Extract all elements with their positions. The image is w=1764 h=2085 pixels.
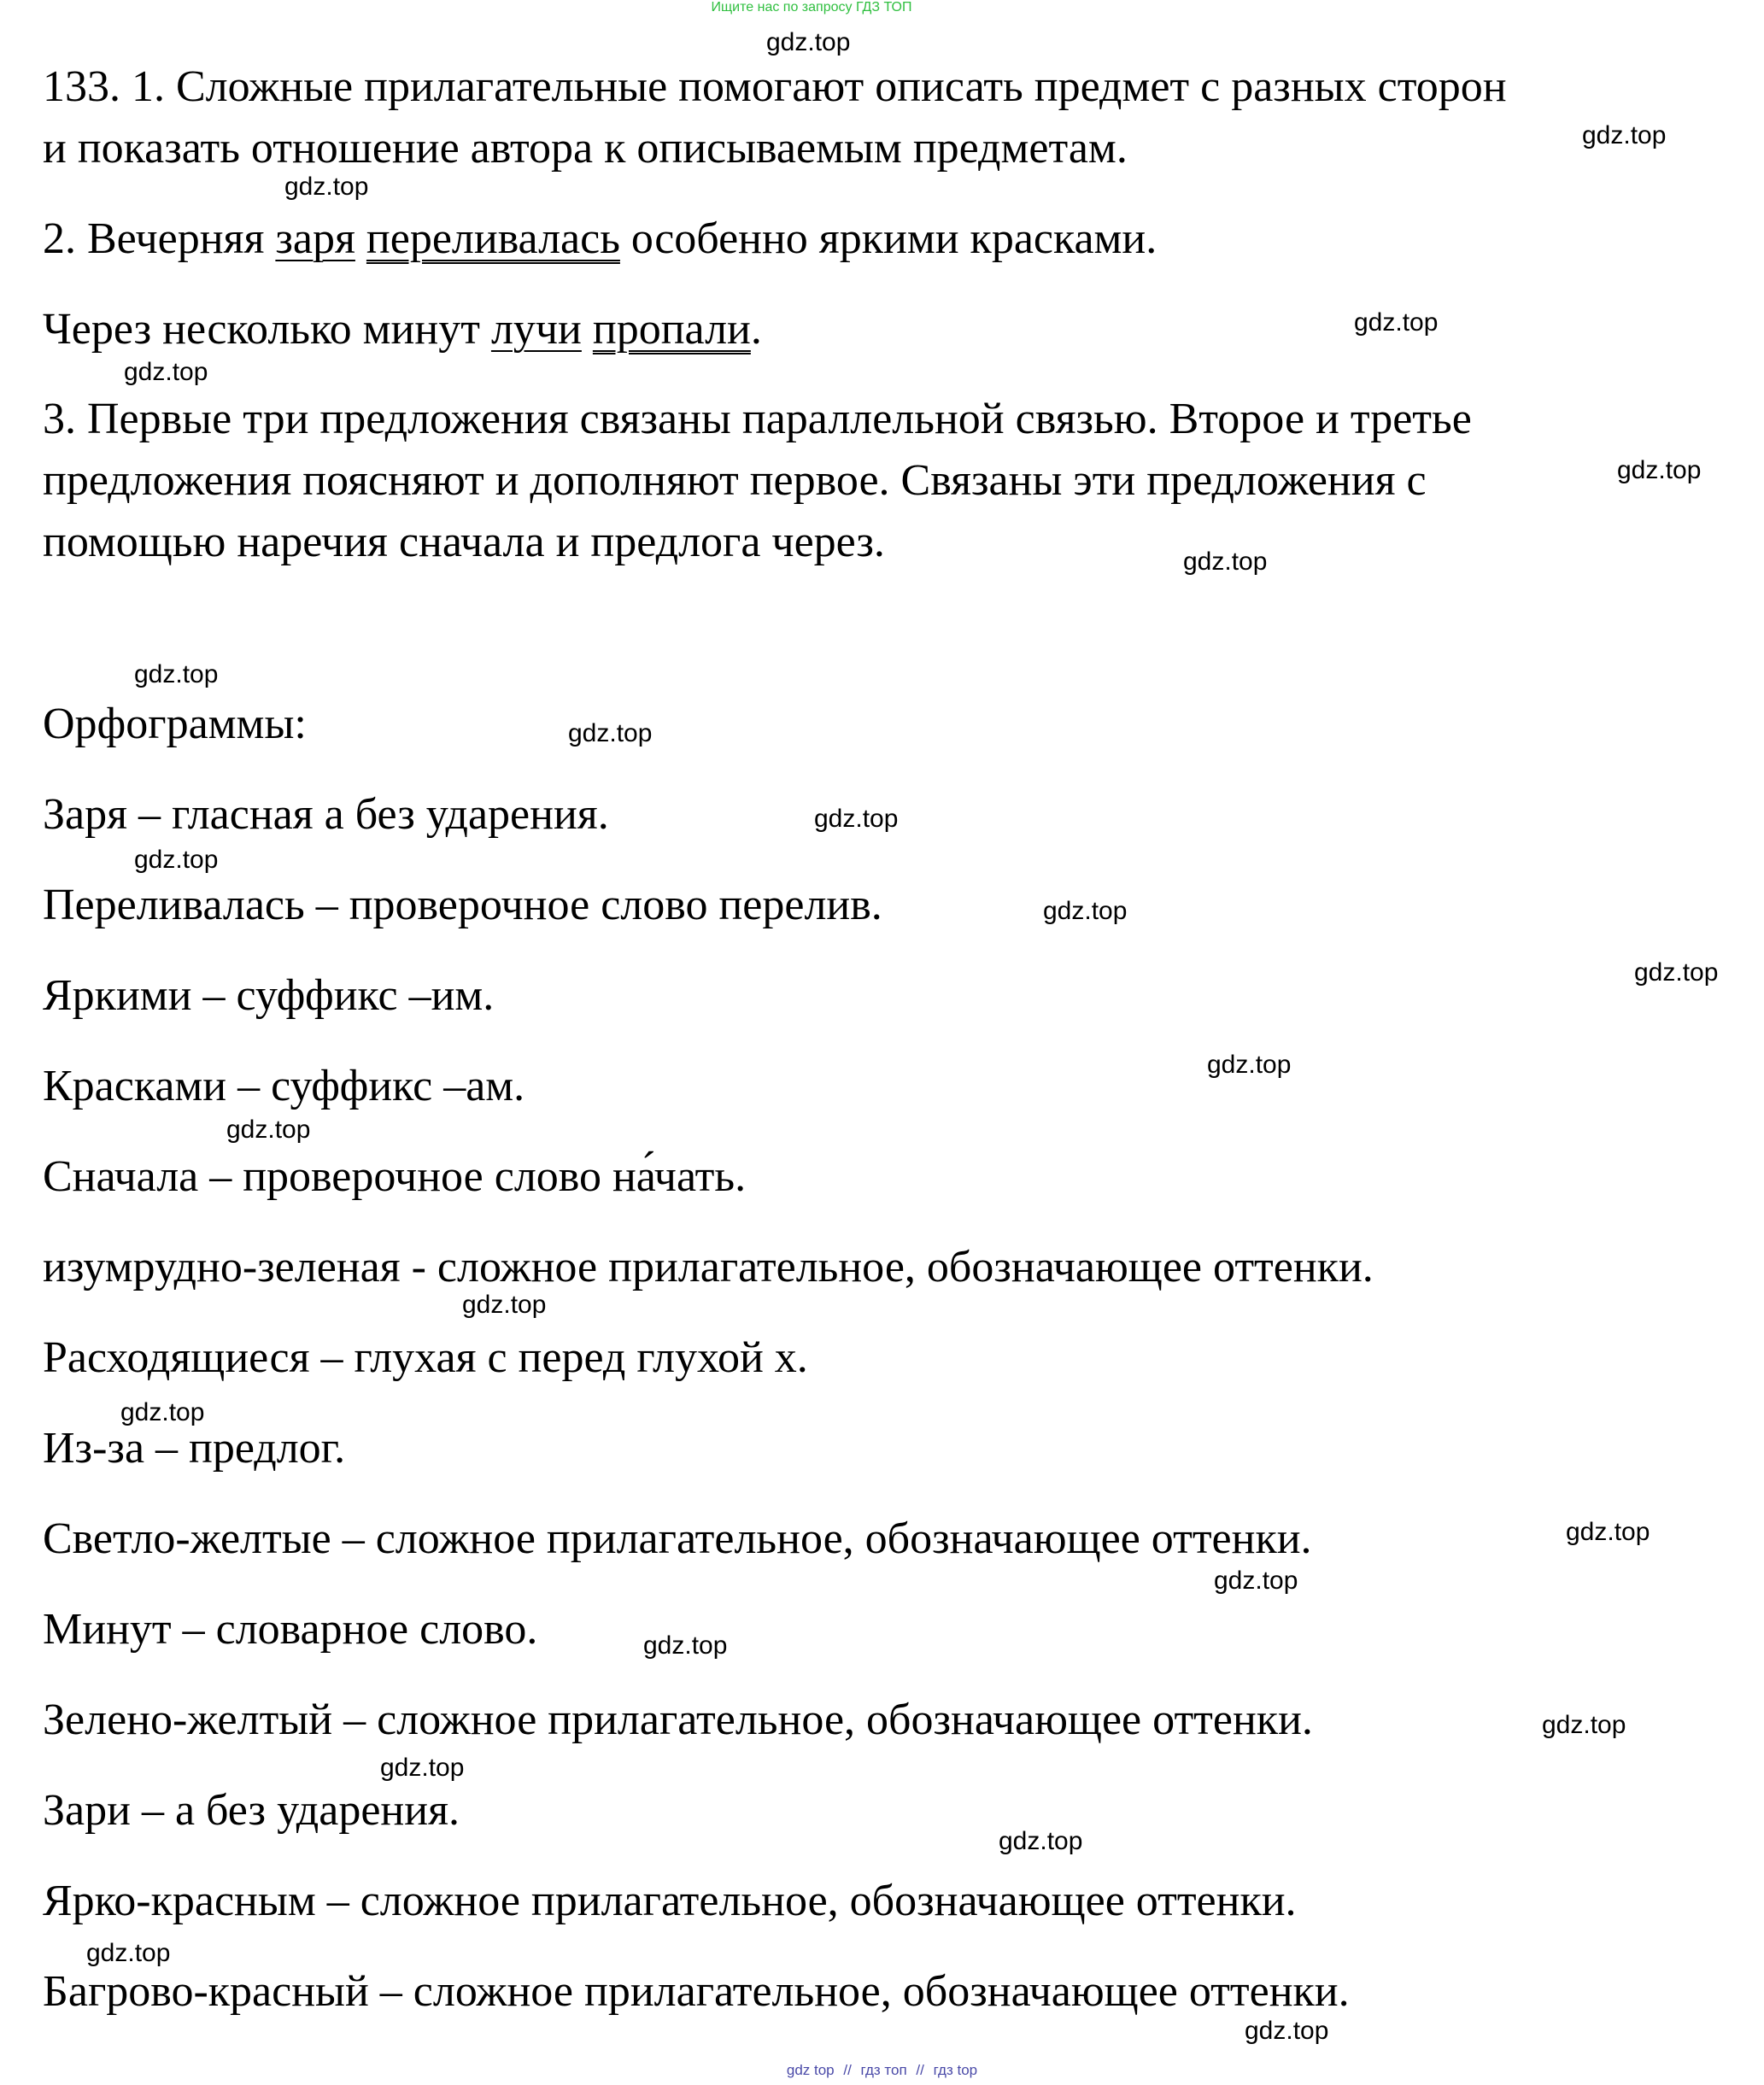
watermark: gdz.top (1043, 897, 1128, 925)
watermark: gdz.top (134, 660, 219, 688)
watermark: gdz.top (814, 805, 899, 833)
answer-3-line-2: предложения поясняют и дополняют первое. Связаны эти предложения с (43, 456, 1427, 505)
answer-3-line-1: 3. Первые три предложения связаны параллельной связью. Второе и третье (43, 395, 1472, 443)
space (582, 305, 593, 354)
watermark: gdz.top (1617, 456, 1702, 484)
watermark: gdz.top (999, 1827, 1083, 1855)
orthogram-item: Красками – суффикс –ам. (43, 1062, 525, 1110)
orthogram-item: Расходящиеся – глухая с перед глухой х. (43, 1333, 808, 1382)
watermark: gdz.top (124, 358, 208, 386)
predicate-perelivalas: переливалась (366, 214, 620, 263)
top-banner[interactable]: Ищите нас по запросу ГДЗ ТОП (711, 0, 912, 15)
watermark: gdz.top (284, 173, 369, 201)
watermark: gdz.top (380, 1754, 465, 1782)
watermark: gdz.top (1245, 2017, 1329, 2045)
orthogram-item: Яркими – суффикс –им. (43, 971, 495, 1020)
watermark: gdz.top (1634, 958, 1719, 987)
orthogram-item: Из-за – предлог. (43, 1424, 346, 1473)
watermark: gdz.top (1207, 1051, 1292, 1079)
predicate-propali: пропали (592, 305, 751, 354)
watermark: gdz.top (462, 1291, 547, 1319)
sentence-2-rest: особенно яркими красками. (619, 214, 1157, 263)
watermark: gdz.top (643, 1631, 728, 1660)
answer-3-line-3: помощью наречия сначала и предлога через. (43, 518, 885, 566)
sentence-3 (43, 304, 762, 355)
sentence-3-prefix: Через несколько минут (43, 305, 491, 354)
sentence-3-rest: . (750, 305, 762, 354)
orthogram-item: Зелено-желтый – сложное прилагательное, обозначающее оттенки. (43, 1696, 1313, 1744)
watermark: gdz.top (766, 28, 851, 56)
watermark: gdz.top (1354, 308, 1439, 337)
watermark: gdz.top (134, 846, 219, 874)
answer-line-1: 133. 1. Сложные прилагательные помогают описать предмет с разных сторон (43, 62, 1507, 111)
answer-line-2: и показать отношение автора к описываемым предметам. (43, 124, 1128, 173)
orthogram-item: Минут – словарное слово. (43, 1605, 538, 1654)
footer-link[interactable]: гдз топ (860, 2062, 907, 2078)
footer-link[interactable]: гдз top (933, 2062, 978, 2078)
orthograms-heading: Орфограммы: (43, 700, 307, 748)
watermark: gdz.top (1183, 548, 1268, 576)
bottom-footer (0, 2062, 1764, 2079)
orthogram-item: Ярко-красным – сложное прилагательное, обозначающее оттенки. (43, 1877, 1297, 1925)
orthogram-item: Зари – а без ударения. (43, 1786, 460, 1835)
subject-luchi: лучи (490, 305, 582, 354)
watermark: gdz.top (1214, 1567, 1298, 1595)
orthogram-item: Заря – гласная а без ударения. (43, 790, 609, 839)
watermark: gdz.top (226, 1116, 311, 1144)
watermark: gdz.top (1582, 121, 1667, 149)
orthogram-item: Сначала – проверочное слово на́чать. (43, 1152, 747, 1201)
footer-separator: // (916, 2062, 924, 2078)
space (355, 214, 366, 263)
orthogram-item: изумрудно-зеленая - сложное прилагательное, обозначающее оттенки. (43, 1243, 1374, 1291)
sentence-2-prefix: 2. Вечерняя (43, 214, 276, 263)
orthogram-item: Светло-желтые – сложное прилагательное, обозначающее оттенки. (43, 1514, 1312, 1563)
watermark: gdz.top (86, 1939, 171, 1967)
footer-link[interactable]: gdz top (786, 2062, 835, 2078)
subject-zarya: заря (275, 214, 355, 263)
sentence-2 (43, 214, 1157, 265)
orthogram-item: Переливалась – проверочное слово перелив. (43, 881, 882, 929)
footer-separator: // (843, 2062, 852, 2078)
watermark: gdz.top (1566, 1518, 1650, 1546)
watermark: gdz.top (120, 1398, 205, 1426)
orthogram-item: Багрово-красный – сложное прилагательное, обозначающее оттенки. (43, 1967, 1350, 2016)
watermark: gdz.top (568, 719, 653, 747)
watermark: gdz.top (1542, 1711, 1626, 1739)
